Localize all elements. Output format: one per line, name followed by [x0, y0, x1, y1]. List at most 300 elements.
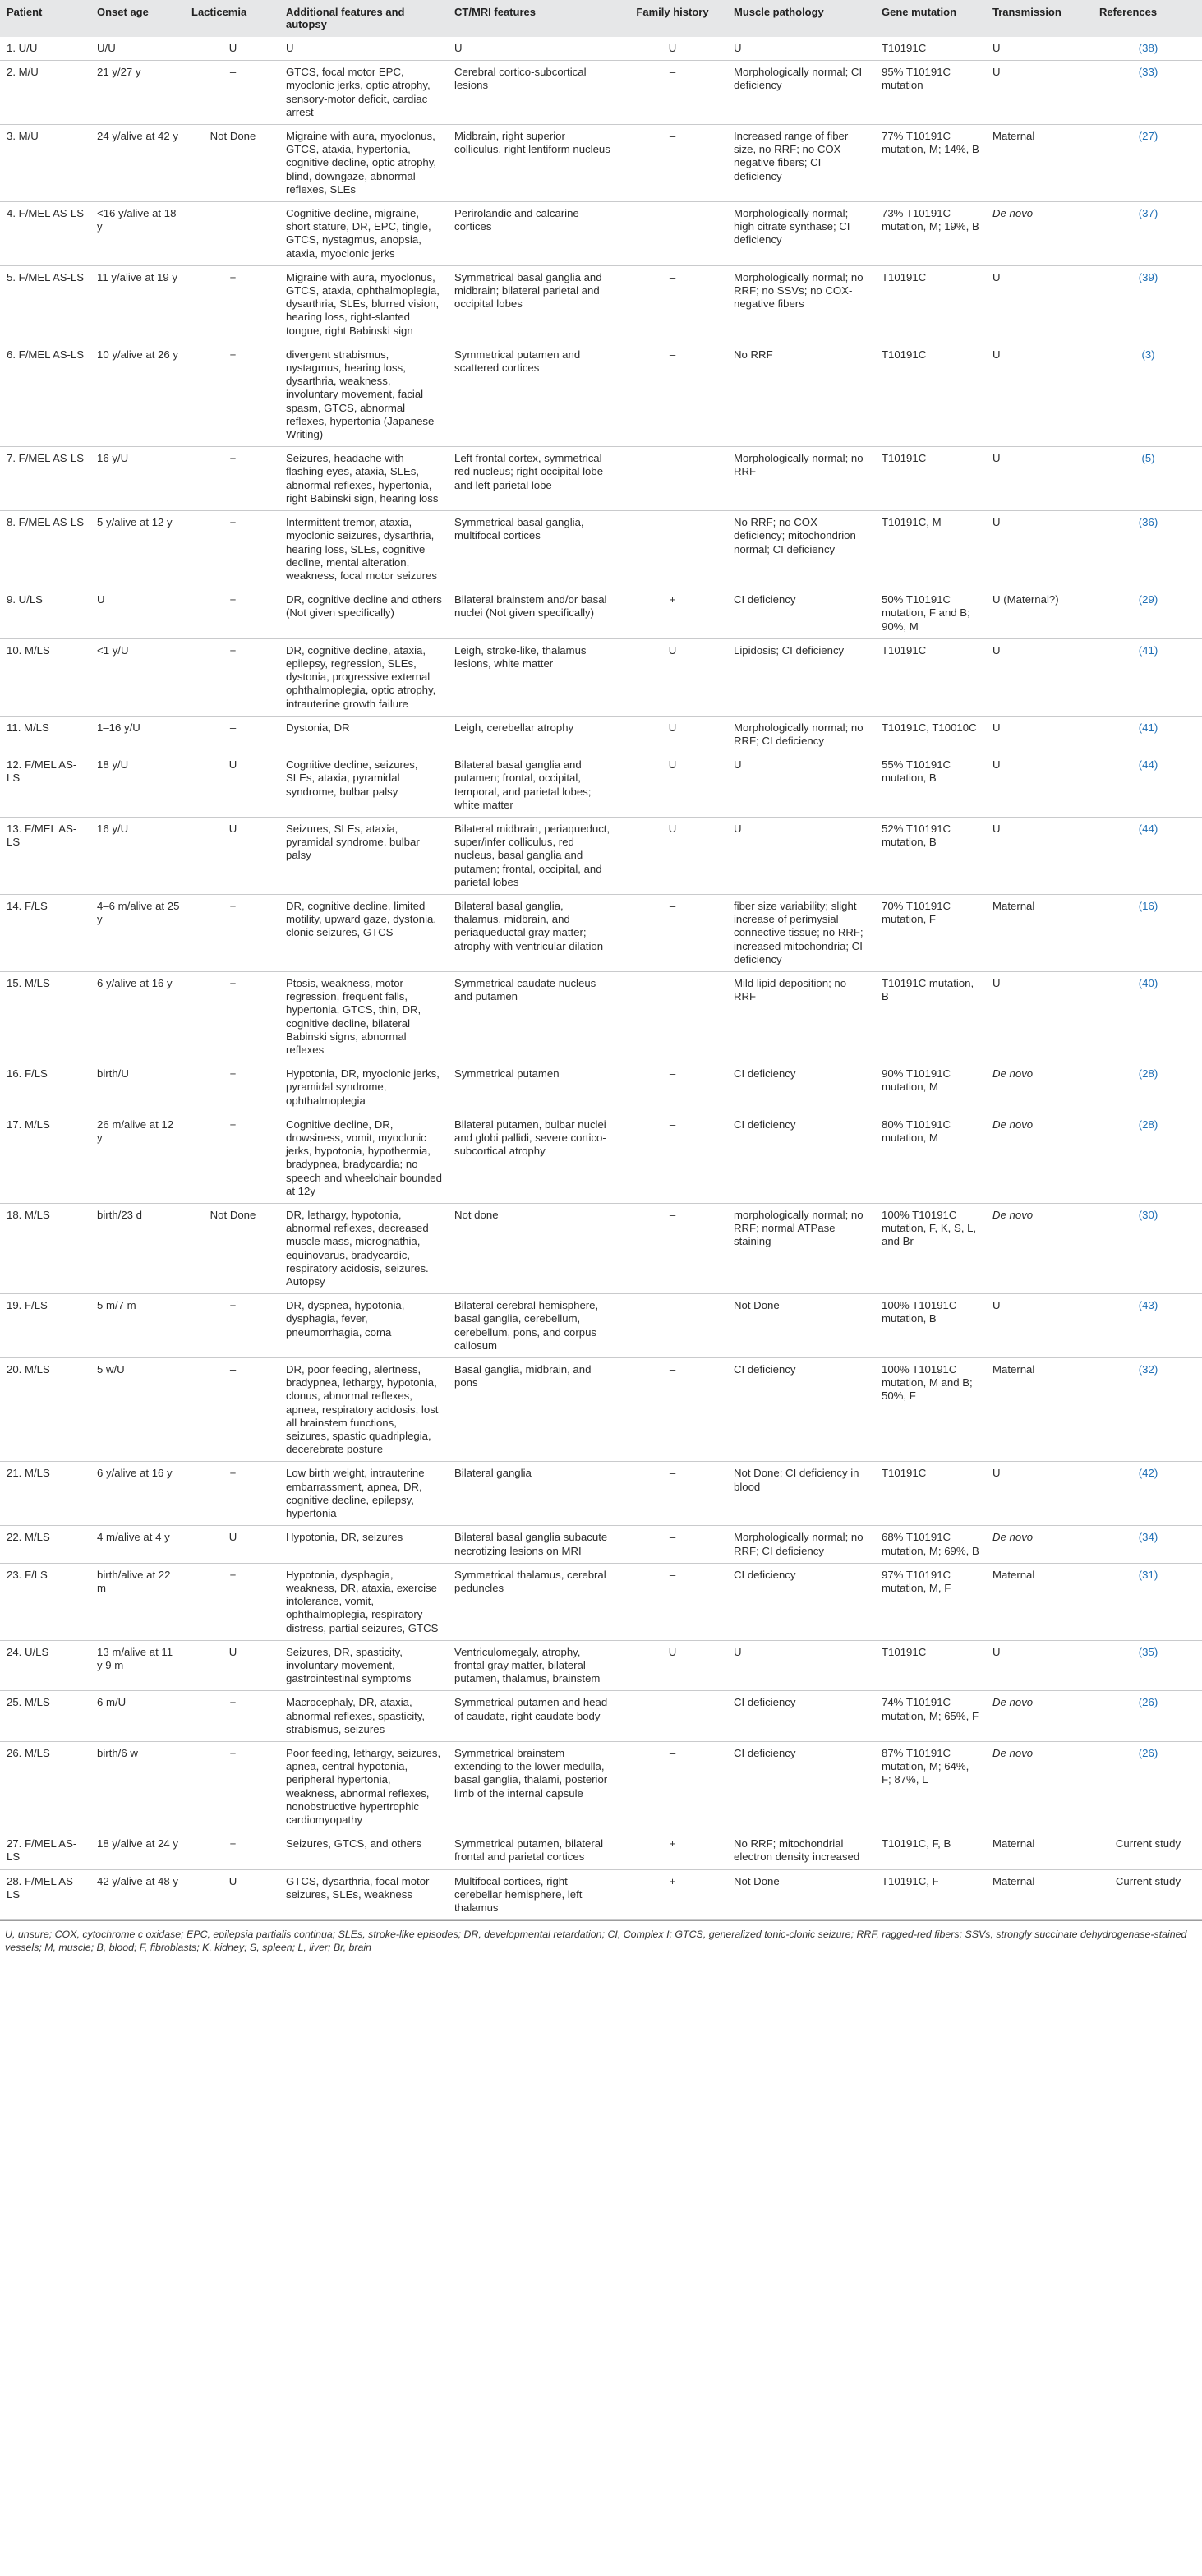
cell-gene-mutation: 100% T10191C mutation, B — [875, 1294, 986, 1358]
cell-family-history: – — [616, 1358, 727, 1462]
cell-onset-age: 6 y/alive at 16 y — [90, 971, 185, 1062]
cell-patient: 13. F/MEL AS-LS — [0, 817, 90, 894]
table-row — [0, 817, 1202, 894]
cell-family-history: – — [616, 447, 727, 511]
table-row — [0, 1741, 1202, 1832]
cell-gene-mutation: 70% T10191C mutation, F — [875, 894, 986, 971]
reference-link[interactable]: (28) — [1138, 1117, 1158, 1131]
cell-lacticemia: U — [185, 1869, 279, 1920]
cell-ct-mri: Midbrain, right superior colliculus, right lentiform nucleus — [448, 125, 616, 202]
cell-transmission: U — [986, 1462, 1093, 1526]
cell-patient: 28. F/MEL AS-LS — [0, 1869, 90, 1920]
cell-ct-mri: Bilateral brainstem and/or basal nuclei (Not given specifically) — [448, 588, 616, 639]
cell-transmission: Maternal — [986, 1358, 1093, 1462]
cell-onset-age: 21 y/27 y — [90, 61, 185, 125]
cell-onset-age: 18 y/alive at 24 y — [90, 1832, 185, 1869]
header-references: References — [1093, 0, 1202, 37]
reference-link[interactable]: (42) — [1138, 1467, 1158, 1480]
cell-lacticemia: + — [185, 1462, 279, 1526]
cell-onset-age: 5 y/alive at 12 y — [90, 511, 185, 588]
cell-onset-age: 24 y/alive at 42 y — [90, 125, 185, 202]
cell-additional-features: Hypotonia, dysphagia, weakness, DR, ataxia, exercise intolerance, vomit, ophthalmoplegia, respiratory distress, partial seizures, GTCS — [279, 1563, 448, 1640]
reference-link[interactable]: (40) — [1138, 976, 1158, 989]
cell-transmission: De novo — [986, 1691, 1093, 1742]
cell-family-history: – — [616, 1563, 727, 1640]
cell-references — [1093, 1741, 1202, 1832]
cell-gene-mutation: 100% T10191C mutation, M and B; 50%, F — [875, 1358, 986, 1462]
cell-ct-mri: Perirolandic and calcarine cortices — [448, 202, 616, 266]
cell-family-history: – — [616, 1294, 727, 1358]
cell-patient: 16. F/LS — [0, 1062, 90, 1113]
cell-family-history: U — [616, 817, 727, 894]
cell-transmission: U — [986, 511, 1093, 588]
cell-references — [1093, 1204, 1202, 1294]
table-row — [0, 1526, 1202, 1563]
header-ct-mri: CT/MRI features — [448, 0, 616, 37]
table-row — [0, 1462, 1202, 1526]
reference-link[interactable]: (38) — [1138, 42, 1158, 54]
cell-gene-mutation: T10191C — [875, 447, 986, 511]
cell-gene-mutation: 73% T10191C mutation, M; 19%, B — [875, 202, 986, 266]
cell-patient: 3. M/U — [0, 125, 90, 202]
cell-gene-mutation: T10191C mutation, B — [875, 971, 986, 1062]
cell-ct-mri: Bilateral cerebral hemisphere, basal ganglia, cerebellum, cerebellum, pons, and corpus callosum — [448, 1294, 616, 1358]
cell-additional-features: Migraine with aura, myoclonus, GTCS, ataxia, hypertonia, cognitive decline, optic atrophy, blind, downgaze, abnormal reflexes, SLEs — [279, 125, 448, 202]
cell-gene-mutation: T10191C — [875, 1462, 986, 1526]
cell-additional-features: DR, poor feeding, alertness, bradypnea, lethargy, hypotonia, clonus, abnormal reflexes, apnea, respiratory acidosis, lost all brainstem functions, seizures, spastic quadriplegia, decerebrate posture — [279, 1358, 448, 1462]
cell-muscle-pathology: Not Done — [727, 1869, 875, 1920]
table-row — [0, 894, 1202, 971]
cell-gene-mutation: T10191C, F, B — [875, 1832, 986, 1869]
cell-patient: 25. M/LS — [0, 1691, 90, 1742]
cell-additional-features: Seizures, headache with flashing eyes, ataxia, SLEs, abnormal reflexes, hypertonia, right Babinski sign, hearing loss — [279, 447, 448, 511]
reference-link[interactable]: (34) — [1138, 1531, 1158, 1544]
reference-link[interactable]: (39) — [1138, 270, 1158, 283]
cell-additional-features: DR, lethargy, hypotonia, abnormal reflexes, decreased muscle mass, micrognathia, equinovarus, bradycardic, respiratory acidosis, seizures. Autopsy — [279, 1204, 448, 1294]
cell-additional-features: DR, cognitive decline, ataxia, epilepsy, regression, SLEs, dystonia, progressive external ophthalmoplegia, optic atrophy, intrauterine growth failure — [279, 638, 448, 716]
cell-family-history: – — [616, 971, 727, 1062]
cell-muscle-pathology: Not Done — [727, 1294, 875, 1358]
cell-muscle-pathology: Lipidosis; CI deficiency — [727, 638, 875, 716]
cell-additional-features: U — [279, 37, 448, 61]
cell-references — [1093, 125, 1202, 202]
table-body — [0, 37, 1202, 1920]
cell-onset-age: 4 m/alive at 4 y — [90, 1526, 185, 1563]
cell-transmission: Maternal — [986, 1869, 1093, 1920]
cell-transmission: De novo — [986, 1204, 1093, 1294]
cell-family-history: + — [616, 588, 727, 639]
cell-ct-mri: U — [448, 37, 616, 61]
header-lacticemia: Lacticemia — [185, 0, 279, 37]
cell-family-history: – — [616, 1462, 727, 1526]
cell-onset-age: 26 m/alive at 12 y — [90, 1113, 185, 1203]
cell-patient: 24. U/LS — [0, 1640, 90, 1691]
cell-transmission: U — [986, 61, 1093, 125]
cell-family-history: – — [616, 894, 727, 971]
cell-family-history: U — [616, 716, 727, 753]
table-row — [0, 588, 1202, 639]
cell-ct-mri: Symmetrical caudate nucleus and putamen — [448, 971, 616, 1062]
cell-onset-age: 1–16 y/U — [90, 716, 185, 753]
cell-muscle-pathology: Morphologically normal; high citrate synthase; CI deficiency — [727, 202, 875, 266]
cell-transmission: U — [986, 1640, 1093, 1691]
cell-muscle-pathology: CI deficiency — [727, 1741, 875, 1832]
table-row — [0, 37, 1202, 61]
reference-link[interactable]: (30) — [1138, 1209, 1158, 1222]
cell-family-history: – — [616, 343, 727, 446]
cell-patient: 23. F/LS — [0, 1563, 90, 1640]
table-row — [0, 511, 1202, 588]
cell-onset-age: birth/23 d — [90, 1204, 185, 1294]
cell-family-history: + — [616, 1832, 727, 1869]
cell-references — [1093, 1869, 1202, 1920]
cell-lacticemia: – — [185, 1358, 279, 1462]
cell-references — [1093, 265, 1202, 343]
table-row — [0, 1869, 1202, 1920]
reference-link[interactable]: (16) — [1138, 899, 1158, 912]
cell-additional-features: GTCS, focal motor EPC, myoclonic jerks, optic atrophy, sensory-motor deficit, cardiac arrest — [279, 61, 448, 125]
cell-references — [1093, 447, 1202, 511]
cell-additional-features: Cognitive decline, DR, drowsiness, vomit, myoclonic jerks, hypotonia, hypothermia, bradypnea, bradycardia; no speech and wheelchair bounded at 12y — [279, 1113, 448, 1203]
table-row — [0, 753, 1202, 818]
cell-muscle-pathology: No RRF — [727, 343, 875, 446]
cell-onset-age: birth/U — [90, 1062, 185, 1113]
table-row — [0, 1832, 1202, 1869]
cell-patient: 5. F/MEL AS-LS — [0, 265, 90, 343]
cell-patient: 4. F/MEL AS-LS — [0, 202, 90, 266]
cell-patient: 20. M/LS — [0, 1358, 90, 1462]
cell-transmission: U — [986, 753, 1093, 818]
cell-patient: 1. U/U — [0, 37, 90, 61]
table-row — [0, 1563, 1202, 1640]
cell-references — [1093, 1358, 1202, 1462]
reference-link[interactable]: (43) — [1138, 1299, 1158, 1312]
table-row — [0, 1062, 1202, 1113]
cell-ct-mri: Bilateral ganglia — [448, 1462, 616, 1526]
cell-transmission: U — [986, 1294, 1093, 1358]
cell-muscle-pathology: U — [727, 1640, 875, 1691]
cell-references — [1093, 716, 1202, 753]
cell-references — [1093, 588, 1202, 639]
table-row — [0, 125, 1202, 202]
cell-gene-mutation: T10191C — [875, 265, 986, 343]
cell-references — [1093, 1832, 1202, 1869]
cell-family-history: – — [616, 1113, 727, 1203]
cell-muscle-pathology: Not Done; CI deficiency in blood — [727, 1462, 875, 1526]
cell-muscle-pathology: U — [727, 753, 875, 818]
cell-ct-mri: Bilateral putamen, bulbar nuclei and globi pallidi, severe cortico- subcortical atrophy — [448, 1113, 616, 1203]
cell-gene-mutation: 90% T10191C mutation, M — [875, 1062, 986, 1113]
cell-onset-age: birth/alive at 22 m — [90, 1563, 185, 1640]
cell-gene-mutation: 68% T10191C mutation, M; 69%, B — [875, 1526, 986, 1563]
cell-lacticemia: U — [185, 1526, 279, 1563]
cell-additional-features: DR, cognitive decline, limited motility, upward gaze, dystonia, clonic seizures, GTCS — [279, 894, 448, 971]
reference-link[interactable]: (3) — [1141, 348, 1155, 361]
cell-ct-mri: Cerebral cortico-subcortical lesions — [448, 61, 616, 125]
cell-references — [1093, 61, 1202, 125]
cell-onset-age: 11 y/alive at 19 y — [90, 265, 185, 343]
cell-references — [1093, 753, 1202, 818]
cell-family-history: U — [616, 1640, 727, 1691]
reference-text: Current study — [1115, 1874, 1181, 1887]
cell-ct-mri: Bilateral basal ganglia, thalamus, midbrain, and periaqueductal gray matter; atrophy with ventricular dilation — [448, 894, 616, 971]
cell-lacticemia: U — [185, 1640, 279, 1691]
cell-patient: 21. M/LS — [0, 1462, 90, 1526]
cell-lacticemia: + — [185, 971, 279, 1062]
cell-additional-features: Cognitive decline, seizures, SLEs, ataxia, pyramidal syndrome, bulbar palsy — [279, 753, 448, 818]
reference-link[interactable]: (26) — [1138, 1696, 1158, 1709]
cell-patient: 19. F/LS — [0, 1294, 90, 1358]
cell-onset-age: 16 y/U — [90, 817, 185, 894]
cell-transmission: Maternal — [986, 125, 1093, 202]
cell-lacticemia: + — [185, 894, 279, 971]
cell-family-history: – — [616, 202, 727, 266]
cell-family-history: U — [616, 37, 727, 61]
cell-transmission: De novo — [986, 1526, 1093, 1563]
cell-patient: 11. M/LS — [0, 716, 90, 753]
cell-gene-mutation: T10191C — [875, 37, 986, 61]
cell-patient: 17. M/LS — [0, 1113, 90, 1203]
cell-gene-mutation: T10191C — [875, 638, 986, 716]
cell-additional-features: Cognitive decline, migraine, short stature, DR, EPC, tingle, GTCS, nystagmus, anopsia, ataxia, myoclonic jerks — [279, 202, 448, 266]
cell-muscle-pathology: CI deficiency — [727, 588, 875, 639]
reference-link[interactable]: (28) — [1138, 1067, 1158, 1081]
cell-additional-features: Seizures, SLEs, ataxia, pyramidal syndrome, bulbar palsy — [279, 817, 448, 894]
table-row — [0, 1640, 1202, 1691]
cell-muscle-pathology: U — [727, 37, 875, 61]
cell-ct-mri: Symmetrical putamen — [448, 1062, 616, 1113]
table-row — [0, 61, 1202, 125]
cell-lacticemia: Not Done — [185, 1204, 279, 1294]
cell-onset-age: <16 y/alive at 18 y — [90, 202, 185, 266]
cell-family-history: – — [616, 265, 727, 343]
cell-gene-mutation: 52% T10191C mutation, B — [875, 817, 986, 894]
cell-gene-mutation: T10191C, F — [875, 1869, 986, 1920]
reference-link[interactable]: (31) — [1138, 1568, 1158, 1581]
cell-ct-mri: Ventriculomegaly, atrophy, frontal gray matter, bilateral putamen, thalamus, brainstem — [448, 1640, 616, 1691]
cell-onset-age: 5 w/U — [90, 1358, 185, 1462]
cell-onset-age: 18 y/U — [90, 753, 185, 818]
cell-gene-mutation: 74% T10191C mutation, M; 65%, F — [875, 1691, 986, 1742]
reference-link[interactable]: (32) — [1138, 1363, 1158, 1376]
cell-lacticemia: U — [185, 817, 279, 894]
cell-additional-features: Macrocephaly, DR, ataxia, abnormal reflexes, spasticity, strabismus, seizures — [279, 1691, 448, 1742]
cell-ct-mri: Symmetrical basal ganglia and midbrain; bilateral parietal and occipital lobes — [448, 265, 616, 343]
cell-muscle-pathology: Increased range of fiber size, no RRF; no COX-negative fibers; CI deficiency — [727, 125, 875, 202]
cell-onset-age: 13 m/alive at 11 y 9 m — [90, 1640, 185, 1691]
cell-family-history: U — [616, 638, 727, 716]
cell-additional-features: Poor feeding, lethargy, seizures, apnea, central hypotonia, peripheral hypertonia, weakness, abnormal reflexes, nonobstructive hypertrophic cardiomyopathy — [279, 1741, 448, 1832]
cell-ct-mri: Symmetrical putamen and scattered cortices — [448, 343, 616, 446]
cell-references — [1093, 1113, 1202, 1203]
cell-lacticemia: – — [185, 716, 279, 753]
cell-additional-features: Seizures, DR, spasticity, involuntary movement, gastrointestinal symptoms — [279, 1640, 448, 1691]
cell-transmission: De novo — [986, 202, 1093, 266]
cell-transmission: U — [986, 716, 1093, 753]
cell-onset-age: U — [90, 588, 185, 639]
cell-ct-mri: Not done — [448, 1204, 616, 1294]
cell-onset-age: 6 m/U — [90, 1691, 185, 1742]
cell-lacticemia: + — [185, 1113, 279, 1203]
cell-gene-mutation: T10191C — [875, 1640, 986, 1691]
cell-family-history: – — [616, 61, 727, 125]
cell-onset-age: 42 y/alive at 48 y — [90, 1869, 185, 1920]
cell-references — [1093, 511, 1202, 588]
cell-references — [1093, 202, 1202, 266]
reference-link[interactable]: (41) — [1138, 643, 1158, 657]
reference-link[interactable]: (41) — [1138, 721, 1158, 734]
cell-ct-mri: Leigh, stroke-like, thalamus lesions, white matter — [448, 638, 616, 716]
cell-additional-features: Seizures, GTCS, and others — [279, 1832, 448, 1869]
cell-references — [1093, 1526, 1202, 1563]
cell-patient: 10. M/LS — [0, 638, 90, 716]
cell-lacticemia: + — [185, 265, 279, 343]
table-row — [0, 1358, 1202, 1462]
cell-family-history: – — [616, 511, 727, 588]
cell-references — [1093, 1294, 1202, 1358]
cell-transmission: Maternal — [986, 1832, 1093, 1869]
cell-onset-age: U/U — [90, 37, 185, 61]
cell-lacticemia: + — [185, 1294, 279, 1358]
cell-ct-mri: Symmetrical basal ganglia, multifocal cortices — [448, 511, 616, 588]
table-row — [0, 1691, 1202, 1742]
cell-patient: 18. M/LS — [0, 1204, 90, 1294]
cell-additional-features: GTCS, dysarthria, focal motor seizures, SLEs, weakness — [279, 1869, 448, 1920]
cell-muscle-pathology: Morphologically normal; no RRF; CI deficiency — [727, 716, 875, 753]
cell-ct-mri: Symmetrical putamen and head of caudate, right caudate body — [448, 1691, 616, 1742]
reference-link[interactable]: (44) — [1138, 758, 1158, 772]
table-row — [0, 343, 1202, 446]
reference-link[interactable]: (44) — [1138, 822, 1158, 835]
cell-ct-mri: Leigh, cerebellar atrophy — [448, 716, 616, 753]
reference-link[interactable]: (36) — [1138, 516, 1158, 529]
reference-link[interactable]: (33) — [1138, 66, 1158, 79]
header-row — [0, 0, 1202, 37]
table-row — [0, 1294, 1202, 1358]
cell-lacticemia: – — [185, 61, 279, 125]
cell-onset-age: birth/6 w — [90, 1741, 185, 1832]
cell-transmission: De novo — [986, 1113, 1093, 1203]
cell-gene-mutation: 50% T10191C mutation, F and B; 90%, M — [875, 588, 986, 639]
cell-onset-age: <1 y/U — [90, 638, 185, 716]
cell-additional-features: Low birth weight, intrauterine embarrassment, apnea, DR, cognitive decline, epilepsy, hypertonia — [279, 1462, 448, 1526]
cell-lacticemia: + — [185, 1691, 279, 1742]
cell-transmission: Maternal — [986, 894, 1093, 971]
reference-link[interactable]: (26) — [1138, 1746, 1158, 1759]
cell-lacticemia: U — [185, 37, 279, 61]
table-row — [0, 1204, 1202, 1294]
cell-references — [1093, 1640, 1202, 1691]
cell-muscle-pathology: Morphologically normal; no RRF; CI deficiency — [727, 1526, 875, 1563]
table-row — [0, 1113, 1202, 1203]
cell-lacticemia: – — [185, 202, 279, 266]
cell-references — [1093, 894, 1202, 971]
cell-ct-mri: Bilateral basal ganglia subacute necrotizing lesions on MRI — [448, 1526, 616, 1563]
cell-transmission: U — [986, 343, 1093, 446]
cell-transmission: Maternal — [986, 1563, 1093, 1640]
reference-link[interactable]: (27) — [1138, 130, 1158, 143]
reference-link[interactable]: (29) — [1138, 593, 1158, 606]
cell-muscle-pathology: CI deficiency — [727, 1062, 875, 1113]
cell-muscle-pathology: CI deficiency — [727, 1113, 875, 1203]
cell-family-history: – — [616, 1691, 727, 1742]
reference-link[interactable]: (35) — [1138, 1645, 1158, 1658]
cell-lacticemia: + — [185, 343, 279, 446]
cell-gene-mutation: 97% T10191C mutation, M, F — [875, 1563, 986, 1640]
cell-muscle-pathology: fiber size variability; slight increase of perimysial connective tissue; no RRF; increased mitochondria; CI deficiency — [727, 894, 875, 971]
cell-transmission: U — [986, 37, 1093, 61]
cell-lacticemia: + — [185, 511, 279, 588]
cell-family-history: – — [616, 1204, 727, 1294]
cell-patient: 2. M/U — [0, 61, 90, 125]
table-row — [0, 638, 1202, 716]
cell-gene-mutation: T10191C, M — [875, 511, 986, 588]
cell-lacticemia: + — [185, 588, 279, 639]
cell-gene-mutation: 87% T10191C mutation, M; 64%, F; 87%, L — [875, 1741, 986, 1832]
cell-ct-mri: Symmetrical putamen, bilateral frontal and parietal cortices — [448, 1832, 616, 1869]
cell-muscle-pathology: CI deficiency — [727, 1691, 875, 1742]
cell-additional-features: DR, dyspnea, hypotonia, dysphagia, fever, pneumorrhagia, coma — [279, 1294, 448, 1358]
cell-gene-mutation: 95% T10191C mutation — [875, 61, 986, 125]
cell-additional-features: DR, cognitive decline and others (Not given specifically) — [279, 588, 448, 639]
cell-muscle-pathology: morphologically normal; no RRF; normal ATPase staining — [727, 1204, 875, 1294]
reference-link[interactable]: (37) — [1138, 207, 1158, 220]
header-transmission: Transmission — [986, 0, 1093, 37]
cell-references — [1093, 37, 1202, 61]
table-header — [0, 0, 1202, 37]
cell-ct-mri: Symmetrical brainstem extending to the lower medulla, basal ganglia, thalami, posterior limb of the internal capsule — [448, 1741, 616, 1832]
cell-additional-features: Ptosis, weakness, motor regression, frequent falls, hypertonia, GTCS, thin, DR, cognitive decline, bilateral Babinski signs, abnormal reflexes — [279, 971, 448, 1062]
cell-lacticemia: + — [185, 447, 279, 511]
cell-patient: 27. F/MEL AS-LS — [0, 1832, 90, 1869]
cell-references — [1093, 1062, 1202, 1113]
cell-gene-mutation: 77% T10191C mutation, M; 14%, B — [875, 125, 986, 202]
header-patient: Patient — [0, 0, 90, 37]
cell-muscle-pathology: CI deficiency — [727, 1358, 875, 1462]
reference-link[interactable]: (5) — [1141, 452, 1155, 465]
cell-ct-mri: Bilateral midbrain, periaqueduct, super/infer colliculus, red nucleus, basal ganglia and putamen; frontal, occipital, and parietal lobes — [448, 817, 616, 894]
cell-additional-features: Hypotonia, DR, myoclonic jerks, pyramidal syndrome, ophthalmoplegia — [279, 1062, 448, 1113]
header-muscle-pathology: Muscle pathology — [727, 0, 875, 37]
cell-muscle-pathology: No RRF; no COX deficiency; mitochondrion normal; CI deficiency — [727, 511, 875, 588]
cell-transmission: U — [986, 265, 1093, 343]
cell-muscle-pathology: CI deficiency — [727, 1563, 875, 1640]
cell-onset-age: 4–6 m/alive at 25 y — [90, 894, 185, 971]
cell-additional-features: Dystonia, DR — [279, 716, 448, 753]
table-footnote: U, unsure; COX, cytochrome c oxidase; EPC, epilepsia partialis continua; SLEs, stroke-like episodes; DR, developmental retardation; CI, Complex I; GTCS, generalized tonic-clonic seizure; RRF, ragged-red fibers; SSVs, strongly succinate dehydrogenase-stained vessels; M, muscle; B, blood; F, fibroblasts; K, kidney; S, spleen; L, liver; Br, brain — [0, 1920, 1202, 1954]
cell-patient: 6. F/MEL AS-LS — [0, 343, 90, 446]
cell-references — [1093, 971, 1202, 1062]
cell-transmission: U — [986, 817, 1093, 894]
cell-additional-features: Hypotonia, DR, seizures — [279, 1526, 448, 1563]
cell-references — [1093, 343, 1202, 446]
cell-lacticemia: + — [185, 1563, 279, 1640]
cell-lacticemia: + — [185, 638, 279, 716]
cell-muscle-pathology: No RRF; mitochondrial electron density increased — [727, 1832, 875, 1869]
cell-patient: 15. M/LS — [0, 971, 90, 1062]
cell-gene-mutation: T10191C, T10010C — [875, 716, 986, 753]
cell-patient: 12. F/MEL AS-LS — [0, 753, 90, 818]
cell-onset-age: 6 y/alive at 16 y — [90, 1462, 185, 1526]
cell-onset-age: 5 m/7 m — [90, 1294, 185, 1358]
header-family-history: Family history — [616, 0, 727, 37]
cell-muscle-pathology: Morphologically normal; no RRF; no SSVs; no COX- negative fibers — [727, 265, 875, 343]
cell-ct-mri: Multifocal cortices, right cerebellar hemisphere, left thalamus — [448, 1869, 616, 1920]
cell-muscle-pathology: Morphologically normal; CI deficiency — [727, 61, 875, 125]
header-additional-features: Additional features and autopsy — [279, 0, 448, 37]
cell-family-history: + — [616, 1869, 727, 1920]
cell-transmission: De novo — [986, 1062, 1093, 1113]
